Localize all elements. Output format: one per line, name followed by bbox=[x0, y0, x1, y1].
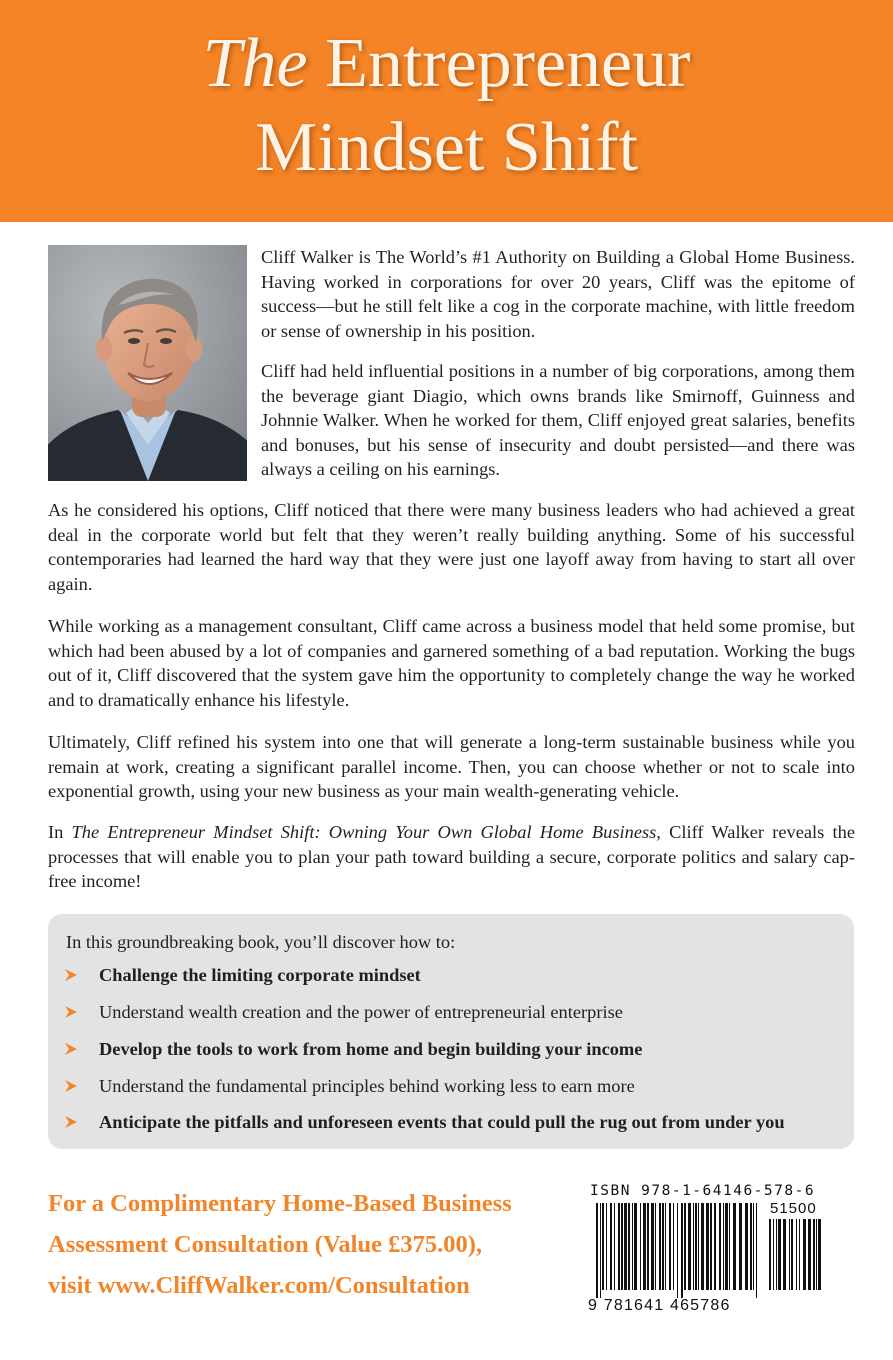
barcode-bar bbox=[714, 1203, 716, 1290]
price-code: 51500 bbox=[770, 1200, 817, 1217]
barcode-bar bbox=[701, 1203, 704, 1290]
barcode-bar bbox=[659, 1203, 661, 1290]
barcode-bar bbox=[618, 1203, 620, 1290]
barcode-bar bbox=[632, 1203, 633, 1290]
barcode-bar bbox=[808, 1219, 811, 1290]
cta-line-3[interactable]: visit www.CliffWalker.com/Consultation bbox=[48, 1272, 470, 1299]
barcode-bar bbox=[719, 1203, 721, 1290]
barcode-bar bbox=[606, 1203, 607, 1290]
arrow-bullet-icon bbox=[63, 963, 79, 987]
barcode-bar bbox=[745, 1203, 748, 1290]
barcode-bar bbox=[677, 1203, 678, 1298]
benefit-text-2: Understand wealth creation and the power of entrepreneurial enterprise bbox=[99, 1002, 623, 1022]
barcode-bar bbox=[750, 1203, 752, 1290]
barcode-bar bbox=[816, 1219, 817, 1290]
barcode-bar bbox=[729, 1203, 730, 1290]
barcode-bar bbox=[710, 1203, 712, 1290]
benefit-text-5: Anticipate the pitfalls and unforeseen events that could pull the rug out from under you bbox=[99, 1112, 785, 1132]
bio-paragraph-2: Cliff had held influential positions in a number of big corporations, among them the beverage giant Diagio, which owns brands like Smirnoff, Guinness and Johnnie Walker. When he worked for them, Cliff enjoyed great salaries, benefits and bonuses, but his sense of insecurity and doubt persisted—and there was always a ceiling on his earnings. bbox=[261, 361, 855, 480]
barcode-bar bbox=[733, 1203, 736, 1290]
arrow-bullet-icon bbox=[63, 1000, 79, 1024]
barcode-bar bbox=[684, 1203, 686, 1290]
barcode-bar bbox=[651, 1203, 654, 1290]
barcode-bar bbox=[628, 1203, 630, 1290]
barcode-bar bbox=[698, 1203, 699, 1290]
barcode-bar bbox=[614, 1203, 615, 1290]
barcode-bar bbox=[799, 1219, 800, 1290]
benefit-text-1: Challenge the limiting corporate mindset bbox=[99, 965, 421, 985]
barcode-bar bbox=[673, 1203, 674, 1290]
barcode-bar bbox=[655, 1203, 656, 1290]
barcode-bar bbox=[818, 1219, 821, 1290]
barcode-bar bbox=[662, 1203, 664, 1290]
barcode-bar bbox=[725, 1203, 728, 1290]
barcode-bar bbox=[769, 1219, 771, 1290]
barcode-bar bbox=[596, 1203, 598, 1298]
bio-paragraph-1: Cliff Walker is The World’s #1 Authority on Building a Global Home Business. Having worked in corporations for over 20 years, Cliff was the epitome of success—but he still felt like a cog in the corporate machine, with little freedom or sense of ownership in his position. bbox=[261, 247, 855, 341]
barcode-bar bbox=[695, 1203, 697, 1290]
barcode-bar bbox=[783, 1219, 786, 1290]
title-the: The bbox=[202, 25, 308, 102]
barcode-bar bbox=[643, 1203, 646, 1290]
author-portrait-icon bbox=[48, 245, 247, 481]
cta-line-1: For a Complimentary Home-Based Business bbox=[48, 1190, 512, 1217]
cta-line-2: Assessment Consultation (Value £375.00), bbox=[48, 1231, 483, 1258]
bio-paragraph-3: As he considered his options, Cliff noticed that there were many business leaders who had achieved a great deal in the corporate world but felt that they weren’t really building anything. Some of his successful contemporaries had learned the hard way that they were just one layoff away from having to start all over again. bbox=[48, 500, 855, 594]
title-line-1 bbox=[0, 24, 893, 104]
barcode-bar bbox=[665, 1203, 666, 1290]
barcode-digits: 9 781641 465786 bbox=[588, 1297, 731, 1314]
title-banner bbox=[0, 0, 893, 222]
barcode-bar bbox=[778, 1219, 781, 1290]
barcode-bar bbox=[624, 1203, 627, 1290]
barcode-bar bbox=[789, 1219, 790, 1290]
price-addon-barcode-icon bbox=[769, 1219, 825, 1314]
p6-start: In bbox=[48, 822, 72, 842]
benefits-intro: In this groundbreaking book, you’ll discover how to: bbox=[66, 932, 456, 952]
barcode-bar bbox=[803, 1219, 806, 1290]
book-title-italic: The Entrepreneur Mindset Shift: Owning Your Own Global Home Business, bbox=[71, 822, 661, 842]
arrow-bullet-icon bbox=[63, 1074, 79, 1098]
barcode-bar bbox=[756, 1203, 757, 1298]
isbn-barcode bbox=[586, 1183, 836, 1323]
arrow-bullet-icon bbox=[63, 1037, 79, 1061]
title-entrepreneur: Entrepreneur bbox=[307, 25, 691, 102]
consultation-offer bbox=[48, 1183, 588, 1306]
barcode-bar bbox=[621, 1203, 623, 1290]
barcode-bar bbox=[688, 1203, 691, 1290]
barcode-bar bbox=[753, 1203, 754, 1290]
barcode-bar bbox=[706, 1203, 709, 1290]
author-photo bbox=[48, 245, 247, 481]
barcode-bar bbox=[600, 1203, 601, 1298]
ean-barcode-icon bbox=[596, 1203, 761, 1298]
barcode-bar bbox=[602, 1203, 604, 1290]
barcode-bar bbox=[791, 1219, 793, 1290]
barcode-bar bbox=[776, 1219, 777, 1290]
p6-end: Cliff Walker reveals the processes that will enable you to plan your path toward building a secure, corporate politics and salary cap-free income! bbox=[48, 822, 856, 892]
barcode-bar bbox=[723, 1203, 724, 1290]
bio-paragraph-4: While working as a management consultant, Cliff came across a business model that held some promise, but which had been abused by a lot of companies and garnered something of a bad reputation. Working the bugs out of it, Cliff discovered that the system gave him the opportunity to completely change the way he worked and to dramatically enhance his lifestyle. bbox=[48, 616, 855, 710]
bio-paragraph-5: Ultimately, Cliff refined his system into one that will generate a long-term sustainable business while you remain at work, creating a significant parallel income. Then, you can choose whether or not to scale into exponential growth, using your new business as your main wealth-generating vehicle. bbox=[48, 732, 855, 802]
barcode-bar bbox=[669, 1203, 671, 1290]
barcode-bar bbox=[647, 1203, 649, 1290]
barcode-bar bbox=[773, 1219, 774, 1290]
bio-paragraph-6 bbox=[48, 820, 855, 894]
isbn-number: ISBN 978-1-64146-578-6 bbox=[590, 1183, 816, 1199]
benefit-text-3: Develop the tools to work from home and begin building your income bbox=[99, 1039, 643, 1059]
benefits-box bbox=[48, 914, 854, 1149]
barcode-bar bbox=[796, 1219, 797, 1290]
benefit-text-4: Understand the fundamental principles behind working less to earn more bbox=[99, 1076, 635, 1096]
barcode-bar bbox=[739, 1203, 742, 1290]
barcode-bar bbox=[610, 1203, 612, 1290]
barcode-bar bbox=[813, 1219, 815, 1290]
barcode-bar bbox=[634, 1203, 637, 1290]
barcode-bar bbox=[681, 1203, 683, 1298]
arrow-bullet-icon bbox=[63, 1110, 79, 1134]
barcode-bar bbox=[693, 1203, 694, 1290]
barcode-bar bbox=[640, 1203, 641, 1290]
title-line-2: Mindset Shift bbox=[254, 109, 639, 186]
